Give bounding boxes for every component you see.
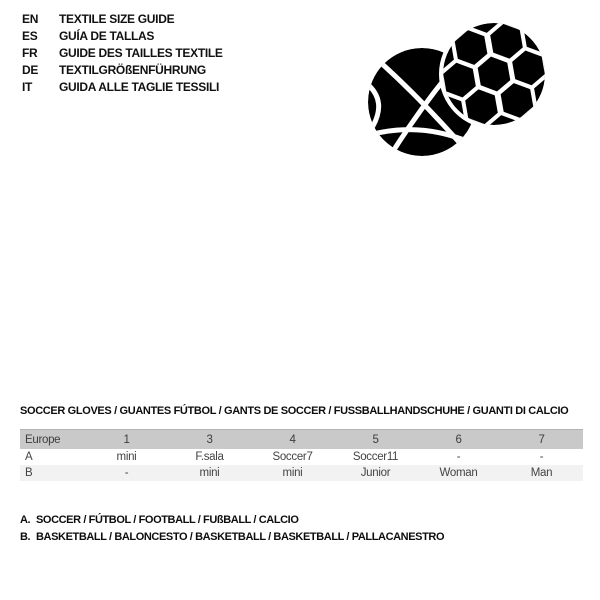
- lang-row-it: [22, 79, 223, 96]
- row-label: A: [25, 451, 33, 463]
- cell-a-1: mini: [116, 451, 137, 463]
- header-cell-size-3: 3: [206, 433, 213, 446]
- table-row-a: [20, 449, 583, 465]
- footnote-text: SOCCER / FÚTBOL / FOOTBALL / FUßBALL / CALCIO: [36, 514, 299, 526]
- footnote-b: [20, 529, 444, 546]
- header-cell-size-5: 5: [372, 433, 379, 446]
- lang-row-en: [22, 11, 223, 28]
- language-title-list: [22, 11, 223, 96]
- size-table-header-row: [20, 429, 583, 449]
- cell-a-4: Soccer7: [272, 451, 313, 463]
- lang-label: GUIDE DES TAILLES TEXTILE: [59, 46, 223, 60]
- table-row-b: [20, 465, 583, 481]
- footnote-label: B.: [20, 531, 31, 543]
- cell-b-1: -: [124, 467, 129, 479]
- lang-label: GUIDA ALLE TAGLIE TESSILI: [59, 80, 220, 94]
- cell-b-6: Woman: [439, 467, 478, 479]
- lang-label: TEXTILE SIZE GUIDE: [59, 12, 175, 26]
- lang-label: TEXTILGRÖßENFÜHRUNG: [59, 63, 206, 77]
- footnote-a: [20, 512, 444, 529]
- lang-label: GUÍA DE TALLAS: [59, 29, 155, 43]
- footnote-label: A.: [20, 514, 31, 526]
- header-cell-size-4: 4: [289, 433, 296, 446]
- cell-a-3: F.sala: [195, 451, 224, 463]
- lang-code: IT: [22, 80, 33, 94]
- lang-row-de: [22, 62, 223, 79]
- cell-a-5: Soccer11: [352, 451, 399, 463]
- footnote-text: BASKETBALL / BALONCESTO / BASKETBALL / BASKETBALL / PALLACANESTRO: [36, 531, 445, 543]
- lang-code: EN: [22, 12, 39, 26]
- sports-balls-icon: [364, 8, 554, 178]
- size-table-title: SOCCER GLOVES / GUANTES FÚTBOL / GANTS DE SOCCER / FUSSBALLHANDSCHUHE / GUANTI DI CALCIO: [20, 405, 569, 417]
- cell-a-6: -: [456, 451, 461, 463]
- cell-b-7: Man: [530, 467, 553, 479]
- row-label: B: [25, 467, 33, 479]
- cell-b-4: mini: [282, 467, 303, 479]
- footnotes: [20, 512, 444, 546]
- header-cell-europe: Europe: [25, 433, 61, 446]
- lang-row-es: [22, 28, 223, 45]
- header-cell-size-7: 7: [538, 433, 545, 446]
- lang-code: FR: [22, 46, 38, 60]
- size-table: [20, 429, 583, 481]
- lang-code: ES: [22, 29, 38, 43]
- cell-a-7: -: [539, 451, 544, 463]
- header-cell-size-1: 1: [123, 433, 130, 446]
- cell-b-5: Junior: [360, 467, 391, 479]
- cell-b-3: mini: [199, 467, 220, 479]
- lang-code: DE: [22, 63, 39, 77]
- lang-row-fr: [22, 45, 223, 62]
- header-cell-size-6: 6: [455, 433, 462, 446]
